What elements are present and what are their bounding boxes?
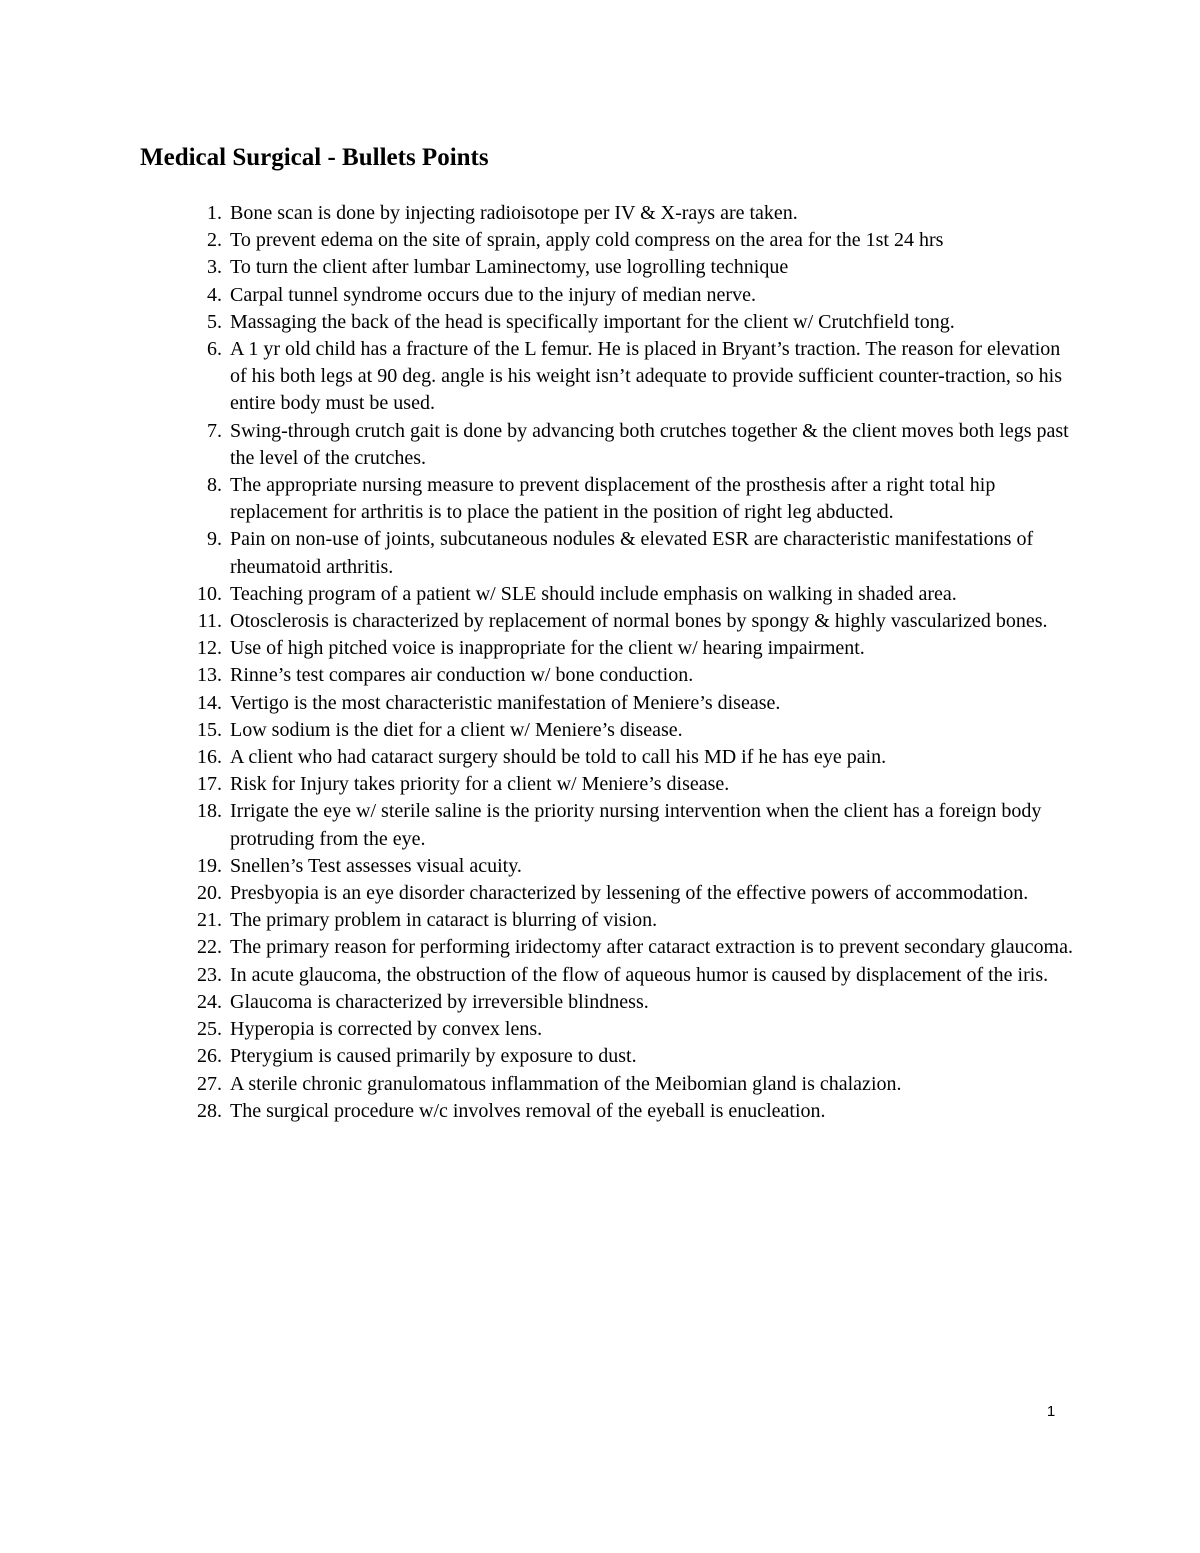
list-item-number: 14. <box>197 691 222 714</box>
list-item-number: 28. <box>197 1099 222 1122</box>
list-item-text: Carpal tunnel syndrome occurs due to the injury of median nerve. <box>230 283 756 306</box>
list-item-text: To turn the client after lumbar Laminectomy, use logrolling technique <box>230 256 789 279</box>
list-item-text: The surgical procedure w/c involves removal of the eyeball is enucleation. <box>230 1099 826 1122</box>
list-item-text: Otosclerosis is characterized by replacement of normal bones by spongy & highly vascularized bones. <box>230 610 1048 633</box>
list-item <box>140 853 1080 880</box>
list-item <box>140 1043 1080 1070</box>
list-item <box>140 880 1080 907</box>
list-item-text: A sterile chronic granulomatous inflammation of the Meibomian gland is chalazion. <box>230 1072 902 1095</box>
list-item-text: Bone scan is done by injecting radioisotope per IV & X-rays are taken. <box>230 202 798 224</box>
list-item <box>140 418 1080 472</box>
list-item <box>140 227 1080 254</box>
document-title: Medical Surgical - Bullets Points <box>140 144 489 171</box>
list-item-number: 26. <box>197 1045 222 1068</box>
list-item-text: Presbyopia is an eye disorder characterized by lessening of the effective powers of accommodation. <box>230 882 1029 905</box>
list-item-number: 6. <box>207 338 222 361</box>
list-item-number: 13. <box>197 664 222 687</box>
list-item <box>140 907 1080 934</box>
list-item-number: 16. <box>197 746 222 769</box>
list-item <box>140 254 1080 281</box>
list-item <box>140 717 1080 744</box>
list-item-number: 10. <box>197 582 222 605</box>
list-item-number: 24. <box>197 990 222 1013</box>
list-item-number: 15. <box>197 718 222 741</box>
list-item-number: 9. <box>207 528 222 551</box>
list-item <box>140 962 1080 989</box>
list-item-text: Irrigate the eye w/ sterile saline is the priority nursing intervention when the client has a foreign body protruding from the eye. <box>230 800 1042 850</box>
list-item <box>140 336 1080 418</box>
list-item <box>140 1071 1080 1098</box>
list-item-text: Teaching program of a patient w/ SLE should include emphasis on walking in shaded area. <box>230 582 957 605</box>
list-item-text: Swing-through crutch gait is done by advancing both crutches together & the client moves both legs past the level of the crutches. <box>230 419 1069 469</box>
list-item-text: Hyperopia is corrected by convex lens. <box>230 1018 543 1041</box>
list-item-text: Pterygium is caused primarily by exposure to dust. <box>230 1045 637 1068</box>
list-item <box>140 608 1080 635</box>
list-item-text: A 1 yr old child has a fracture of the L femur. He is placed in Bryant’s traction. The reason for elevation of his both legs at 90 deg. angle is his weight isn’t adequate to provide sufficient counter-traction, so his entire body must be used. <box>230 338 1063 415</box>
list-item <box>140 282 1080 309</box>
list-item-number: 2. <box>207 229 222 252</box>
list-item-number: 17. <box>197 773 222 796</box>
list-item <box>140 1098 1080 1125</box>
list-item-number: 4. <box>207 283 222 306</box>
list-item-number: 1. <box>207 202 222 224</box>
list-item-number: 21. <box>197 909 222 932</box>
list-item-text: To prevent edema on the site of sprain, apply cold compress on the area for the 1st 24 hrs <box>230 229 944 252</box>
list-item-number: 19. <box>197 854 222 877</box>
list-item-number: 22. <box>197 936 222 959</box>
list-item-number: 18. <box>197 800 222 823</box>
list-item-number: 25. <box>197 1018 222 1041</box>
list-item-number: 20. <box>197 882 222 905</box>
list-item-text: Snellen’s Test assesses visual acuity. <box>230 854 522 877</box>
list-item-text: Rinne’s test compares air conduction w/ bone conduction. <box>230 664 694 687</box>
list-item-text: Glaucoma is characterized by irreversible blindness. <box>230 990 649 1013</box>
list-item <box>140 581 1080 608</box>
list-item <box>140 635 1080 662</box>
list-item-number: 8. <box>207 474 222 497</box>
list-item-number: 27. <box>197 1072 222 1095</box>
list-item <box>140 662 1080 689</box>
list-item-text: Massaging the back of the head is specifically important for the client w/ Crutchfield tong. <box>230 310 955 333</box>
list-item-number: 23. <box>197 963 222 986</box>
list-item <box>140 798 1080 852</box>
list-item <box>140 690 1080 717</box>
list-item <box>140 200 1080 227</box>
list-item-text: In acute glaucoma, the obstruction of the flow of aqueous humor is caused by displacement of the iris. <box>230 963 1049 986</box>
list-item <box>140 934 1080 961</box>
list-item <box>140 989 1080 1016</box>
list-item-text: Low sodium is the diet for a client w/ Meniere’s disease. <box>230 718 683 741</box>
list-item-number: 11. <box>197 610 222 633</box>
list-item-text: Use of high pitched voice is inappropriate for the client w/ hearing impairment. <box>230 637 865 660</box>
list-item <box>140 472 1080 526</box>
list-item <box>140 1016 1080 1043</box>
list-item <box>140 744 1080 771</box>
list-item <box>140 771 1080 798</box>
list-item <box>140 309 1080 336</box>
list-item-number: 5. <box>207 310 222 333</box>
list-item-text: A client who had cataract surgery should be told to call his MD if he has eye pain. <box>230 746 887 769</box>
list-item-text: The appropriate nursing measure to prevent displacement of the prosthesis after a right total hip replacement for arthritis is to place the patient in the position of right leg abducted. <box>230 474 996 524</box>
bullet-points-list <box>140 200 1080 1125</box>
list-item-text: Risk for Injury takes priority for a client w/ Meniere’s disease. <box>230 773 730 796</box>
list-item-number: 7. <box>207 419 222 442</box>
list-item-text: The primary reason for performing iridectomy after cataract extraction is to prevent secondary glaucoma. <box>230 936 1073 959</box>
page-number: 1 <box>1046 1403 1056 1420</box>
list-item-text: Vertigo is the most characteristic manifestation of Meniere’s disease. <box>230 691 781 714</box>
list-item-number: 12. <box>197 637 222 660</box>
list-item <box>140 526 1080 580</box>
list-item-text: The primary problem in cataract is blurring of vision. <box>230 909 658 932</box>
list-item-number: 3. <box>207 256 222 279</box>
list-item-text: Pain on non-use of joints, subcutaneous nodules & elevated ESR are characteristic manifestations of rheumatoid arthritis. <box>230 528 1034 578</box>
